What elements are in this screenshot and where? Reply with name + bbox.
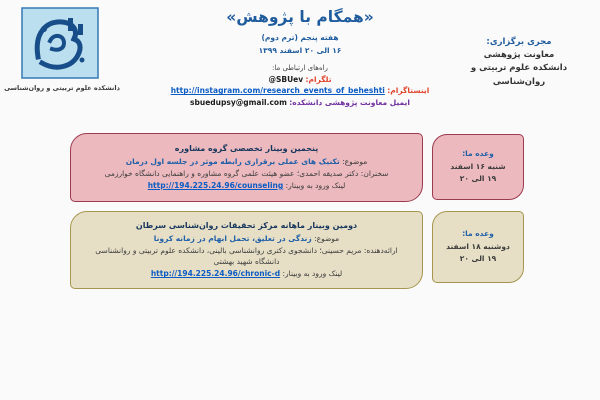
title-block: [150, 8, 450, 57]
instagram-line: [140, 85, 460, 97]
organizer-name-line1: معاونت پژوهشی: [483, 50, 555, 61]
schedule-label: وعده ما:: [462, 229, 494, 239]
topic-line: [126, 156, 368, 168]
webinar-link-label: لینک ورود به وبینار:: [285, 180, 346, 190]
telegram-handle: @SBUev: [268, 74, 304, 84]
term-week-subtitle: هفته پنجم (ترم دوم): [261, 33, 339, 42]
speaker-label: ارائه‌دهنده:: [363, 245, 398, 255]
topic-text: زندگی در تعلیق، تحمل ابهام در زمانه کرونا: [153, 233, 312, 243]
speaker-text: مریم حسینی؛ دانشجوی دکتری روانشناسی بالینی، دانشکده علوم تربیتی و روانشناسی دانشگاه شهید بهشتی: [95, 245, 362, 267]
email-line: [140, 97, 460, 109]
schedule-label: وعده ما:: [462, 149, 494, 159]
webinar-link-line: [151, 268, 342, 280]
telegram-line: [140, 74, 460, 86]
speaker-line: [105, 168, 389, 180]
contact-block: [140, 63, 460, 109]
webinar-link[interactable]: http://194.225.24.96/chronic-d: [150, 269, 281, 279]
topic-label: موضوع:: [314, 233, 340, 243]
organizer-label: مجری برگزاری:: [486, 37, 552, 47]
logo-caption: دانشکده علوم تربیتی و روان‌شناسی: [4, 84, 120, 92]
speaker-line: [85, 245, 408, 269]
date-range-subtitle: ۱۶ الی ۲۰ اسفند ۱۳۹۹: [258, 46, 342, 56]
topic-text: تکنیک های عملی برقراری رابطه موثر در جلسه اول درمان: [125, 157, 340, 167]
email-label: ایمیل معاونت پژوهشی دانشکده:: [289, 98, 410, 108]
university-logo-icon: [21, 7, 99, 79]
page-title: «همگام با پژوهش»: [226, 8, 374, 26]
webinar-card-counseling: [70, 133, 423, 202]
schedule-date: شنبه ۱۶ اسفند: [450, 161, 506, 171]
topic-label: موضوع:: [342, 157, 368, 167]
webinar-link-label: لینک ورود به وبینار:: [282, 269, 343, 279]
email-address: sbuedupsy@gmail.com: [190, 98, 287, 108]
schedule-date: دوشنبه ۱۸ اسفند: [446, 241, 510, 251]
schedule-time: ۱۹ الی ۲۰: [459, 254, 497, 264]
webinar-link-line: [148, 180, 346, 192]
schedule-time: ۱۹ الی ۲۰: [459, 174, 497, 184]
schedule-tag-cancer-psychology: [432, 211, 524, 283]
speaker-label: سخنران:: [360, 168, 389, 178]
contact-heading: راه‌های ارتباطی ما:: [272, 64, 328, 72]
instagram-link[interactable]: http://instagram.com/research_events_of_beheshti: [170, 86, 385, 96]
organizer-name-line2: دانشکده علوم تربیتی و روان‌شناسی: [470, 63, 568, 87]
speaker-text: دکتر صدیقه احمدی؛ عضو هیئت علمی گروه مشاوره و راهنمایی دانشگاه خوارزمی: [104, 168, 359, 178]
webinar-title: دومین وبینار ماهانه مرکز تحقیقات روان‌شناسی سرطان: [135, 220, 358, 230]
webinar-title: پنجمین وبینار تخصصی گروه مشاوره: [174, 144, 319, 154]
schedule-tag-counseling: [432, 134, 524, 200]
webinar-link[interactable]: http://194.225.24.96/counseling: [147, 180, 284, 190]
telegram-label: تلگرام:: [305, 74, 332, 84]
organizer-block: [444, 36, 594, 89]
instagram-label: اینستاگرام:: [387, 86, 430, 96]
webinar-card-cancer-psychology: [70, 211, 423, 289]
topic-line: [154, 233, 339, 245]
